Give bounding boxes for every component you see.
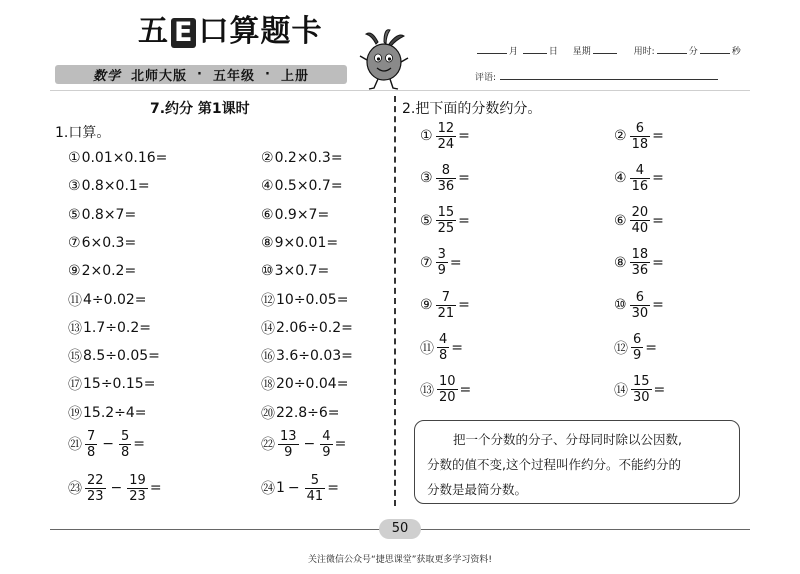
problem-number: ④ <box>261 178 274 195</box>
problem-item <box>420 161 470 195</box>
problem-expression: 3×0.7= <box>274 263 330 280</box>
equals-sign: = <box>652 254 664 271</box>
denominator: 16 <box>631 178 649 194</box>
numerator: 6 <box>635 120 644 136</box>
denominator: 30 <box>633 390 650 406</box>
term-label: 上册 <box>280 69 309 84</box>
problem-number: ③ <box>68 178 81 195</box>
problem-item <box>68 146 167 170</box>
problem-expression: 2×0.2= <box>81 263 137 280</box>
equals-sign: = <box>133 436 146 452</box>
problem-number: ⑨ <box>420 297 433 314</box>
problem-number: ② <box>614 128 627 144</box>
edition-label: 北师大版 <box>131 69 188 84</box>
problem-number: ⑮ <box>68 349 82 366</box>
denominator: 8 <box>87 444 96 460</box>
fraction <box>85 430 97 459</box>
section2-title: 2.把下面的分数约分。 <box>402 101 542 117</box>
problem-expression: 2.06÷0.2= <box>276 319 353 336</box>
denominator: 40 <box>631 221 649 237</box>
equals-sign: = <box>458 297 470 314</box>
numerator: 6 <box>633 332 642 347</box>
problem-item <box>68 427 145 461</box>
operator: − <box>303 436 316 452</box>
fraction <box>630 248 651 277</box>
problem-expression: 15.2÷4= <box>83 404 147 421</box>
problem-number: ⑨ <box>68 263 81 280</box>
problem-number: ① <box>68 150 81 166</box>
problem-number: ⑳ <box>261 405 275 422</box>
problem-item <box>261 174 343 198</box>
equals-sign: = <box>652 170 664 187</box>
problem-item <box>261 316 353 340</box>
problem-expression: 8.5÷0.05= <box>83 348 160 365</box>
problem-item <box>261 471 339 505</box>
problem-number: ⑥ <box>261 206 274 223</box>
fraction <box>436 291 457 320</box>
equals-sign: = <box>645 339 658 356</box>
fraction <box>630 122 651 151</box>
separator: · <box>197 67 203 82</box>
fraction <box>436 122 457 151</box>
problem-number: ⑧ <box>614 254 627 271</box>
problem-number: ⑪ <box>68 292 82 309</box>
equals-sign: = <box>449 254 462 271</box>
problem-expression: 20÷0.04= <box>276 376 349 393</box>
numerator: 3 <box>437 247 446 263</box>
problem-number: ⑬ <box>68 320 82 337</box>
vegetable-mascot-icon <box>356 28 412 92</box>
numerator: 6 <box>635 289 644 305</box>
note-line: 分数是最简分数。 <box>427 482 528 497</box>
problem-item <box>68 174 150 198</box>
problem-item <box>261 401 340 425</box>
problem-expression: 1.7÷0.2= <box>83 319 151 336</box>
numerator: 4 <box>439 332 448 347</box>
fraction <box>631 333 643 362</box>
equals-sign: = <box>459 381 472 398</box>
numerator: 15 <box>437 205 455 221</box>
problem-number: ㉓ <box>68 481 82 497</box>
problem-item <box>68 344 160 368</box>
problem-item <box>68 471 162 505</box>
numerator: 7 <box>87 428 96 444</box>
denominator: 9 <box>322 444 331 460</box>
grade-label: 五年级 <box>213 69 256 84</box>
problem-item <box>614 288 664 322</box>
numerator: 15 <box>633 374 650 390</box>
comment-line[interactable] <box>500 71 718 80</box>
problem-item <box>261 203 329 227</box>
problem-item <box>261 146 343 170</box>
denominator: 21 <box>437 305 455 321</box>
operator: − <box>287 480 300 496</box>
denominator: 9 <box>284 444 293 460</box>
operator: − <box>102 436 115 452</box>
problem-number: ④ <box>614 170 627 187</box>
fraction <box>85 474 106 503</box>
problem-number: ⑬ <box>420 382 434 399</box>
date-time-row: 月 日 星期 用时: 分 秒 <box>475 44 741 57</box>
fraction <box>278 430 299 459</box>
equals-sign: = <box>327 480 339 496</box>
numerator: 8 <box>441 162 450 178</box>
column-divider <box>394 96 396 506</box>
problem-number: ⑫ <box>614 340 628 357</box>
equals-sign: = <box>334 436 347 452</box>
problem-item <box>420 204 470 238</box>
denominator: 23 <box>87 488 104 504</box>
denominator: 9 <box>633 348 642 363</box>
problem-item <box>261 372 348 396</box>
footer-note: 关注微信公众号“捷思课堂”获取更多学习资料! <box>308 555 492 565</box>
problem-number: ⑲ <box>68 405 82 422</box>
problem-item <box>261 344 353 368</box>
problem-item <box>261 427 346 461</box>
equals-sign: = <box>458 128 470 144</box>
problem-number: ⑤ <box>68 206 81 223</box>
numerator: 7 <box>441 289 450 305</box>
fraction <box>630 164 651 193</box>
problem-number: ⑩ <box>261 263 274 280</box>
problem-item <box>614 161 664 195</box>
numerator: 5 <box>121 428 130 444</box>
comment-row: 评语: <box>475 70 718 83</box>
problem-item <box>614 373 665 407</box>
problem-item <box>420 288 470 322</box>
problem-item <box>68 372 155 396</box>
problem-expression: 0.2×0.3= <box>274 150 343 166</box>
problem-item <box>261 259 329 283</box>
numerator: 18 <box>631 247 649 263</box>
problem-item <box>261 288 348 312</box>
fraction <box>436 164 457 193</box>
fraction <box>320 430 332 459</box>
fraction <box>437 375 458 404</box>
problem-item <box>420 331 463 365</box>
problem-number: ⑯ <box>261 349 275 366</box>
note-line: 分数的值不变,这个过程叫作约分。不能约分的 <box>427 457 681 472</box>
minute-blank[interactable] <box>657 45 687 54</box>
equals-sign: = <box>458 212 470 229</box>
problem-expression: 0.9×7= <box>274 206 330 223</box>
problem-expression: 3.6÷0.03= <box>276 348 353 365</box>
numerator: 19 <box>129 472 146 488</box>
problem-item <box>420 373 471 407</box>
problem-expression: 15÷0.15= <box>83 376 156 393</box>
fraction <box>436 206 457 235</box>
problem-expression: 0.01×0.16= <box>81 150 168 166</box>
equals-sign: = <box>149 480 162 496</box>
equals-sign: = <box>458 170 470 187</box>
problem-number: ⑦ <box>420 254 433 271</box>
problem-item <box>614 246 664 280</box>
fraction <box>437 333 449 362</box>
denominator: 41 <box>306 488 324 504</box>
section1-title: 1.口算。 <box>55 125 111 141</box>
equals-sign: = <box>653 381 666 398</box>
problem-expression: 0.8×7= <box>81 206 137 223</box>
problem-number: ⑭ <box>261 320 275 337</box>
subtitle-bar <box>55 65 347 84</box>
numerator: 22 <box>87 472 104 488</box>
problem-number: ⑦ <box>68 234 81 251</box>
numerator: 5 <box>310 472 320 488</box>
problem-item <box>614 204 664 238</box>
page-number: 50 <box>379 519 421 539</box>
problem-item <box>68 401 147 425</box>
problem-item <box>68 288 147 312</box>
numerator: 10 <box>439 374 456 390</box>
denominator: 9 <box>437 263 446 279</box>
problem-number: ㉒ <box>261 437 275 453</box>
lesson-title: 7.约分 第1课时 <box>150 101 250 117</box>
problem-number: ③ <box>420 170 433 187</box>
problem-number: ⑰ <box>68 377 82 394</box>
problem-number: ⑤ <box>420 212 433 229</box>
problem-expression: 6×0.3= <box>81 234 137 251</box>
weekday-blank[interactable] <box>593 45 617 54</box>
problem-item <box>614 331 657 365</box>
equals-sign: = <box>451 339 464 356</box>
problem-number: ⑥ <box>614 212 627 229</box>
problem-number: ② <box>261 150 274 166</box>
problem-item <box>420 246 462 280</box>
denominator: 8 <box>121 444 130 460</box>
separator: · <box>265 67 271 82</box>
denominator: 30 <box>631 305 649 321</box>
numerator: 12 <box>437 120 455 136</box>
problem-number: ① <box>420 128 433 144</box>
problem-number: ⑧ <box>261 234 274 251</box>
day-blank[interactable] <box>523 45 547 54</box>
problem-item <box>68 231 136 255</box>
problem-expression: 22.8÷6= <box>276 404 340 421</box>
problem-number: ㉑ <box>68 437 82 453</box>
fraction <box>630 206 651 235</box>
subject-label: 数学 <box>93 69 122 84</box>
definition-note <box>414 420 740 504</box>
fraction <box>631 375 652 404</box>
numerator: 4 <box>322 428 331 444</box>
equals-sign: = <box>652 128 664 144</box>
problem-item <box>614 119 664 153</box>
denominator: 36 <box>437 178 455 194</box>
fraction <box>305 474 326 503</box>
problem-item <box>420 119 470 153</box>
problem-expression: 0.8×0.1= <box>81 178 150 195</box>
denominator: 24 <box>437 136 455 152</box>
brand-title: 五 E 口算题卡 <box>138 14 323 49</box>
denominator: 23 <box>129 488 146 504</box>
problem-item <box>261 231 338 255</box>
operator: − <box>110 480 123 496</box>
problem-number: ⑭ <box>614 382 628 399</box>
numerator: 13 <box>280 428 297 444</box>
numerator: 20 <box>631 205 649 221</box>
problem-item <box>68 203 136 227</box>
problem-number: ㉔ <box>261 481 275 497</box>
problem-number: ⑫ <box>261 292 275 309</box>
fraction <box>630 291 651 320</box>
month-blank[interactable] <box>477 45 507 54</box>
problem-item <box>68 259 136 283</box>
equals-sign: = <box>652 297 664 314</box>
problem-expression: 9×0.01= <box>274 234 339 251</box>
denominator: 18 <box>631 136 649 152</box>
brand-e-badge: E <box>171 18 196 48</box>
denominator: 20 <box>439 390 456 406</box>
problem-expression: 4÷0.02= <box>83 291 147 308</box>
denominator: 36 <box>631 263 649 279</box>
numerator: 4 <box>635 162 644 178</box>
problem-number: ⑩ <box>614 297 627 314</box>
problem-expression: 0.5×0.7= <box>274 178 343 195</box>
whole-number: 1 <box>276 480 285 496</box>
problem-item <box>68 316 151 340</box>
problem-number: ⑱ <box>261 377 275 394</box>
problem-expression: 10÷0.05= <box>276 291 349 308</box>
fraction <box>436 248 448 277</box>
header-rule <box>50 90 750 91</box>
denominator: 8 <box>439 348 448 363</box>
fraction <box>127 474 148 503</box>
denominator: 25 <box>437 221 455 237</box>
problem-number: ⑪ <box>420 340 434 357</box>
equals-sign: = <box>652 212 664 229</box>
fraction <box>119 430 131 459</box>
note-line: 把一个分数的分子、分母同时除以公因数, <box>453 432 682 447</box>
second-blank[interactable] <box>700 45 730 54</box>
